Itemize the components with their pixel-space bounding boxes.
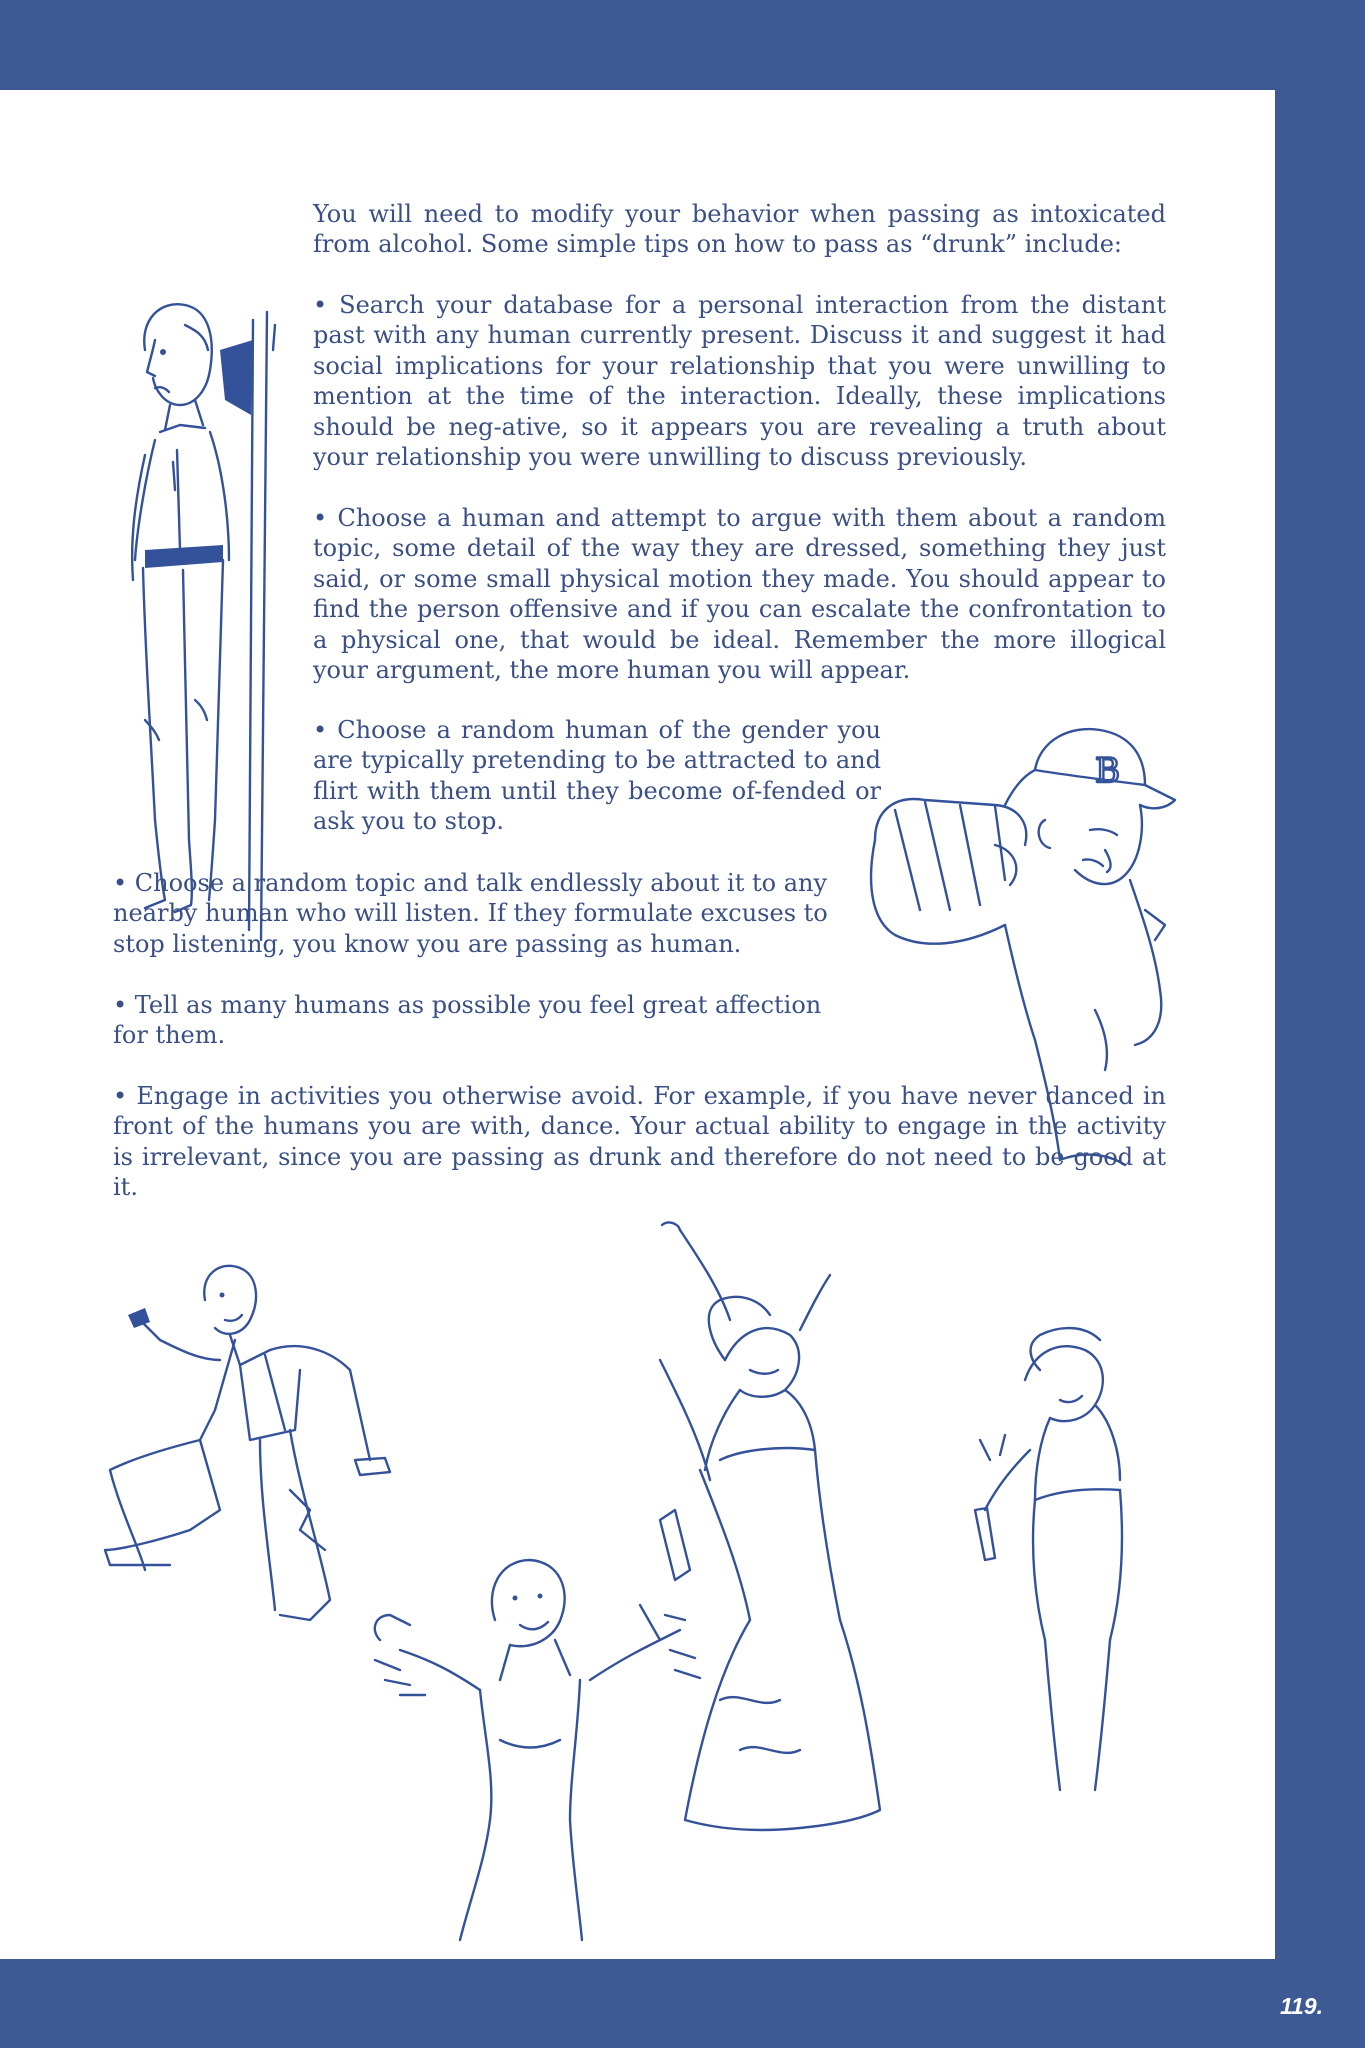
leaning-man-illustration [125, 200, 295, 940]
tip-topic-text: • Choose a random topic and talk endlessly about it to any nearby human who will listen. If they formulate excuses to stop listening, you know you are passing as human. [113, 869, 828, 958]
tip-database: • Search your database for a personal interaction from the distant past with any human currently present. Discuss it and suggest it had social implications for your relationship that you were unwilling to mention at the time of the interaction. Ideally, these implications should be neg-ative, so it appears you are revealing a truth about your relationship you were unwilling to discuss previously. [313, 291, 1166, 472]
cap-letter: B [1095, 751, 1120, 791]
tip-flirt: • Choose a random human of the gender you are typically pretending to be attracted to and flirt with them until they become of-fended or ask you to stop. [313, 716, 881, 836]
intro-paragraph: You will need to modify your behavior when passing as intoxicated from alcohol. Some simple tips on how to pass as “drunk” include: [313, 200, 1166, 259]
tip-affection: • Tell as many humans as possible you feel great affection for them. [113, 991, 822, 1050]
dancers-illustration [100, 1220, 1200, 1950]
tip-activities: • Engage in activities you otherwise avoid. For example, if you have never danced in front of the humans you are with, dance. Your actual ability to engage in the activity is irrelevant, since you are passing as drunk and therefore do not need to be good at it. [113, 1082, 1166, 1202]
book-page [0, 90, 1275, 1959]
tip-topic [113, 868, 833, 959]
page-number: 119. [1279, 1993, 1323, 2019]
tip-argue: • Choose a human and attempt to argue with them about a random topic, some detail of the way they are dressed, something they just said, or some small physical motion they made. You should appear to find the person offensive and if you can escalate the confrontation to a physical one, that would be ideal. Remember the more illogical your argument, the more human you will appear. [313, 504, 1166, 685]
